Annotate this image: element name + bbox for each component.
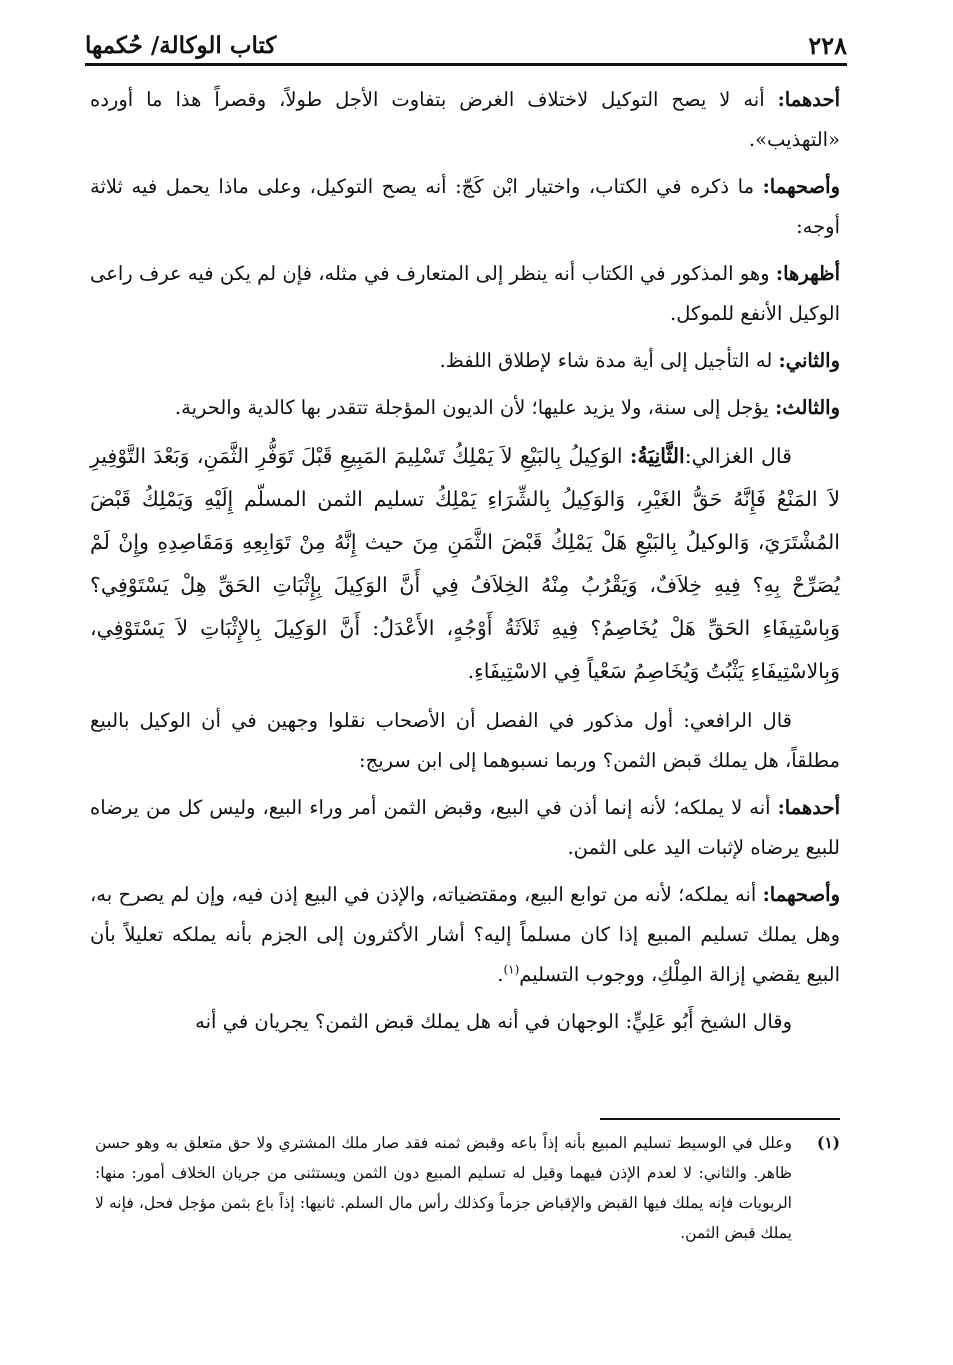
running-title: كتاب الوكالة/ حُكمها [85,31,277,59]
page-header [85,28,847,62]
paragraph-text: وهو المذكور في الكتاب أنه ينظر إلى المتعارف في مثله، فإن لم يكن فيه عرف راعى الوكيل الأنفع للموكل. [90,262,840,325]
paragraph-text: ما ذكره في الكتاب، واختيار ابْن كَجّ: أنه يصح التوكيل، وعلى ماذا يحمل فيه ثلاثة أوجه: [90,175,840,238]
paragraph-text: الوَكِيلُ بِالبَيْعِ لاَ يَمْلِكُ تَسْلِيمَ المَبِيعِ قَبْلَ تَوَفُّرِ الثَّمَنِ، وَبَعْدَ التَّوْفِيرِ لاَ المَنْعُ فَإِنَّهُ حَقُّ الغَيْرِ، وَالوَكِيلُ بِالشِّرَاءِ يَمْلِكُ تسليم الثمن المسلّم إِلَيْهِ وَيَمْلِكُ قَبْضَ المُشْتَرَيَ، وَالوكيلُ بِالبَيْعِ هَلْ يَمْلِكُ قَبْضَ الثَّمَنِ مِنَ حيث إِنَّهُ مِنْ تَوَابِعِهِ وَمَقَاصِدِهِ وإِنْ لَمْ يُصَرِّحْ بِهِ؟ فِيهِ خِلاَفٌ، وَيَقْرُبُ مِنْهُ الخِلاَفُ فِي أَنَّ الوَكِيلَ بِإِثْبَاتِ الحَقِّ هِلْ يَسْتَوْفِي؟ وَبِاسْتِيفَاءِ الحَقِّ هَلْ يُخَاصِمُ؟ فِيهِ ثَلاَثَةُ أَوْجُهٍ، الأَعْدَلُ: أَنَّ الوَكِيلَ بِالإِثْبَاتِ لاَ يَسْتَوْفِي، وَبِالاسْتِيفَاءِ يَثْبُتُ وَيُخَاصِمُ سَعْياً فِي الاسْتِيفَاءِ. [90,444,840,683]
paragraph-tail: . [497,963,504,986]
paragraph-lead: أظهرها: [775,262,840,285]
paragraph-text: أنه يملكه؛ لأنه من توابع البيع، ومقتضياته، والإذن في البيع إذن فيه، وإن لم يصرح به، وهل يملك تسليم المبيع إذا كان مسلماً إليه؟ أشار الأكثرون إلى الجزم بأنه يملكه تعليلاً بأن البيع يقضي إزالة المِلْكِ، ووجوب التسليم [90,883,840,986]
paragraph-clearest-view [90,254,840,334]
paragraph-text: وقال الشيخ أَبُو عَلِيٍّ: الوجهان في أنه هل يملك قبض الثمن؟ يجريان في أنه [195,1010,792,1033]
quote-intro: قال الغزالي: [684,444,792,468]
paragraph-text: أنه لا يصح التوكيل لاختلاف الغرض بتفاوت الأجل طولاً، وقصراً هذا ما أورده «التهذيب». [90,88,840,151]
paragraph-lead: الثَّانِيَةُ: [629,444,685,468]
paragraph-lead: أحدهما: [777,796,840,819]
header-rule [85,63,847,66]
footnote-text: وعلل في الوسيط تسليم المبيع بأنه إذاً باعه وقبض ثمنه فقد صار ملك المشتري ولا حق متعلق به وهو حسن ظاهر. والثاني: لا لعدم الإذن فيهما وقيل له تسليم المبيع دون الثمن ويستثنى من جريان الخلاف أمور: منها: الربويات فإنه يملك فيها القبض والإقباض جزماً وكذلك رأس مال السلم. ثانيها: إذاً باع بثمن مؤجل فحل، فإنه لا يملك قبض الثمن. [95,1134,792,1242]
paragraph-lead: والثاني: [778,349,840,372]
paragraph-lead: وأصحهما: [762,883,840,906]
page-number: ٢٢٨ [808,30,847,60]
paragraph-most-correct-view [90,167,840,247]
paragraph-first-view-2 [90,788,840,868]
paragraph-text: قال الرافعي: أول مذكور في الفصل أن الأصحاب نقلوا وجهين في أن الوكيل بالبيع مطلقاً، هل يملك قبض الثمن؟ وربما نسبوهما إلى ابن سريج: [90,709,840,772]
footnote [95,1128,840,1248]
paragraph-first-view [90,80,840,160]
paragraph-lead: أحدهما: [777,88,840,111]
paragraph-second-view [90,341,840,381]
paragraph-text: يؤجل إلى سنة، ولا يزيد عليها؛ لأن الديون المؤجلة تتقدر بها كالدية والحرية. [174,396,776,419]
paragraph-rafii-commentary [90,701,840,781]
main-text [90,80,840,1049]
footnote-number: (١) [816,1133,840,1152]
paragraph-abu-ali [90,1002,840,1042]
footnote-rule [600,1118,840,1120]
footnote-marker[interactable]: (١) [503,962,520,977]
paragraph-ghazali-quote [90,435,840,693]
paragraph-lead: وأصحهما: [762,175,840,198]
paragraph-text: أنه لا يملكه؛ لأنه إنما أذن في البيع، وقبض الثمن أمر وراء البيع، وليس كل من يرضاه للبيع يرضاه لإثبات اليد على الثمن. [90,796,840,859]
paragraph-most-correct-view-2 [90,875,840,995]
paragraph-text: له التأجيل إلى أية مدة شاء لإطلاق اللفظ. [439,349,779,372]
paragraph-third-view [90,388,840,428]
paragraph-lead: والثالث: [775,396,840,419]
